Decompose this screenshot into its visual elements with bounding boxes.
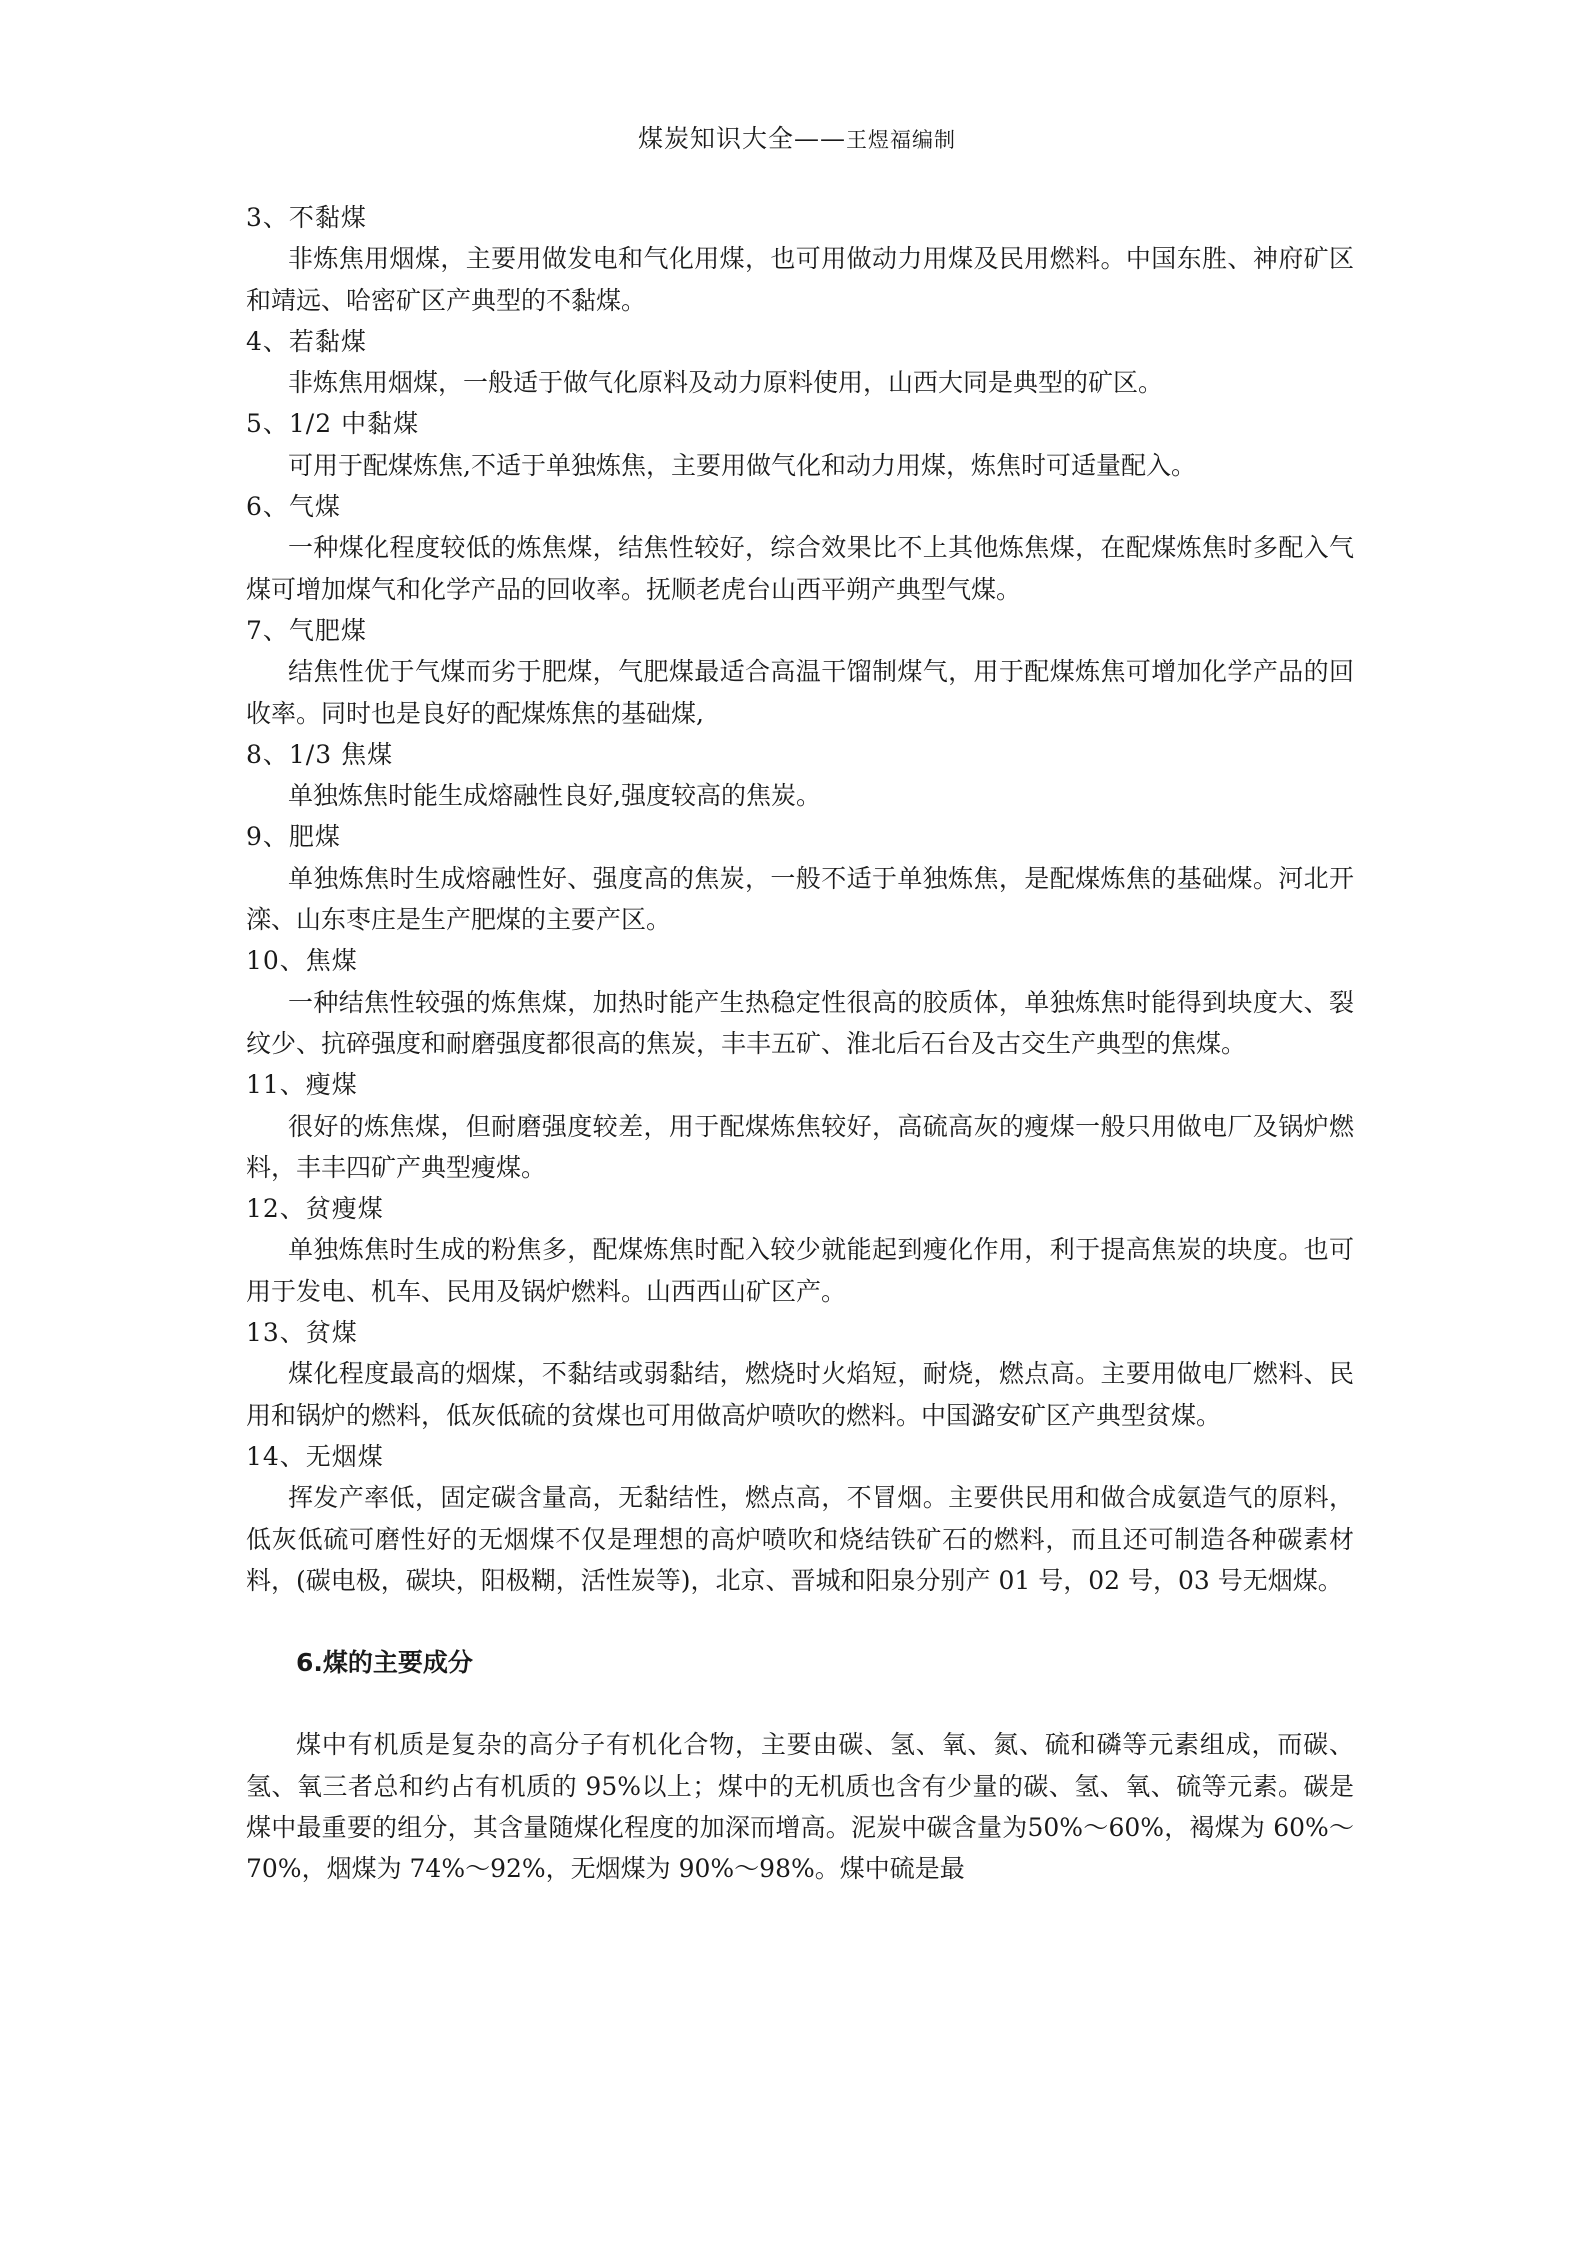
- item-body: 一种结焦性较强的炼焦煤，加热时能产生热稳定性很高的胶质体，单独炼焦时能得到块度大、裂纹少、抗碎强度和耐磨强度都很高的焦炭，丰丰五矿、淮北后石台及古交生产典型的焦煤。: [246, 987, 1354, 1058]
- item-body: 单独炼焦时生成的粉焦多，配煤炼焦时配入较少就能起到瘦化作用，利于提高焦炭的块度。也可用于发电、机车、民用及锅炉燃料。山西西山矿区产。: [246, 1235, 1354, 1306]
- coal-type-item: [246, 1188, 1354, 1312]
- coal-type-item: [246, 486, 1354, 610]
- item-body: 很好的炼焦煤，但耐磨强度较差，用于配煤炼焦较好，高硫高灰的瘦煤一般只用做电厂及锅炉燃料，丰丰四矿产典型瘦煤。: [246, 1111, 1354, 1182]
- item-heading: 3、不黏煤: [246, 203, 367, 232]
- item-body: 可用于配煤炼焦,不适于单独炼焦，主要用做气化和动力用煤，炼焦时可适量配入。: [288, 450, 1196, 480]
- item-heading: 7、气肥煤: [246, 615, 367, 645]
- item-body: 结焦性优于气煤而劣于肥煤，气肥煤最适合高温干馏制煤气，用于配煤炼焦可增加化学产品的回收率。同时也是良好的配煤炼焦的基础煤,: [246, 657, 1354, 728]
- coal-type-item: [246, 940, 1354, 1064]
- coal-type-item: [246, 321, 1354, 404]
- item-body: 非炼焦用烟煤，主要用做发电和气化用煤，也可用做动力用煤及民用燃料。中国东胜、神府矿区和靖远、哈密矿区产典型的不黏煤。: [246, 244, 1354, 315]
- section-title: 6.煤的主要成分: [296, 1648, 473, 1678]
- item-heading: 4、若黏煤: [246, 326, 367, 356]
- coal-type-item: [246, 197, 1354, 321]
- header-author: 王煜福编制: [846, 128, 956, 152]
- coal-type-item: [246, 610, 1354, 734]
- item-heading: 12、贫瘦煤: [246, 1194, 384, 1224]
- spacer: [246, 1683, 1354, 1724]
- coal-type-item: [246, 1436, 1354, 1601]
- header-title: 煤炭知识大全——: [637, 124, 846, 153]
- coal-type-item: [246, 816, 1354, 940]
- item-heading: 6、气煤: [246, 492, 341, 522]
- item-heading: 13、贫煤: [246, 1318, 358, 1348]
- item-heading: 5、1/2 中黏煤: [246, 409, 420, 439]
- coal-type-item: [246, 1064, 1354, 1188]
- coal-type-item: [246, 1312, 1354, 1436]
- item-heading: 9、肥煤: [246, 822, 341, 852]
- spacer: [246, 1601, 1354, 1642]
- item-heading: 10、焦煤: [246, 946, 358, 976]
- item-body: 煤化程度最高的烟煤，不黏结或弱黏结，燃烧时火焰短，耐烧，燃点高。主要用做电厂燃料、民用和锅炉的燃料，低灰低硫的贫煤也可用做高炉喷吹的燃料。中国潞安矿区产典型贫煤。: [246, 1359, 1354, 1430]
- coal-type-item: [246, 403, 1354, 486]
- item-body: 单独炼焦时能生成熔融性良好,强度较高的焦炭。: [288, 781, 821, 811]
- item-body: 挥发产率低，固定碳含量高，无黏结性，燃点高，不冒烟。主要供民用和做合成氨造气的原料，低灰低硫可磨性好的无烟煤不仅是理想的高炉喷吹和烧结铁矿石的燃料，而且还可制造各种碳素材料，(碳电极，碳块，阳极糊，活性炭等)，北京、晋城和阳泉分别产 01 号，02 号，03 号无烟煤。: [246, 1483, 1354, 1595]
- item-body: 一种煤化程度较低的炼焦煤，结焦性较好，综合效果比不上其他炼焦煤，在配煤炼焦时多配入气煤可增加煤气和化学产品的回收率。抚顺老虎台山西平朔产典型气煤。: [246, 533, 1354, 604]
- page-header: [0, 121, 1594, 158]
- item-heading: 8、1/3 焦煤: [246, 739, 394, 769]
- item-body: 单独炼焦时生成熔融性好、强度高的焦炭，一般不适于单独炼焦，是配煤炼焦的基础煤。河北开滦、山东枣庄是生产肥煤的主要产区。: [246, 863, 1354, 935]
- item-heading: 11、瘦煤: [246, 1070, 358, 1100]
- item-heading: 14、无烟煤: [246, 1441, 384, 1471]
- item-body: 非炼焦用烟煤，一般适于做气化原料及动力原料使用，山西大同是典型的矿区。: [288, 368, 1164, 398]
- coal-type-item: [246, 734, 1354, 817]
- section-paragraph: 煤中有机质是复杂的高分子有机化合物，主要由碳、氢、氧、氮、硫和磷等元素组成，而碳、氢、氧三者总和约占有机质的 95%以上；煤中的无机质也含有少量的碳、氢、氧、硫等元素。碳是煤中最重要的组分，其含量随煤化程度的加深而增高。泥炭中碳含量为50%～60%，褐煤为 60%～70%，烟煤为 74%～92%，无烟煤为 90%～98%。煤中硫是最: [246, 1730, 1354, 1884]
- document-body: [246, 197, 1354, 1890]
